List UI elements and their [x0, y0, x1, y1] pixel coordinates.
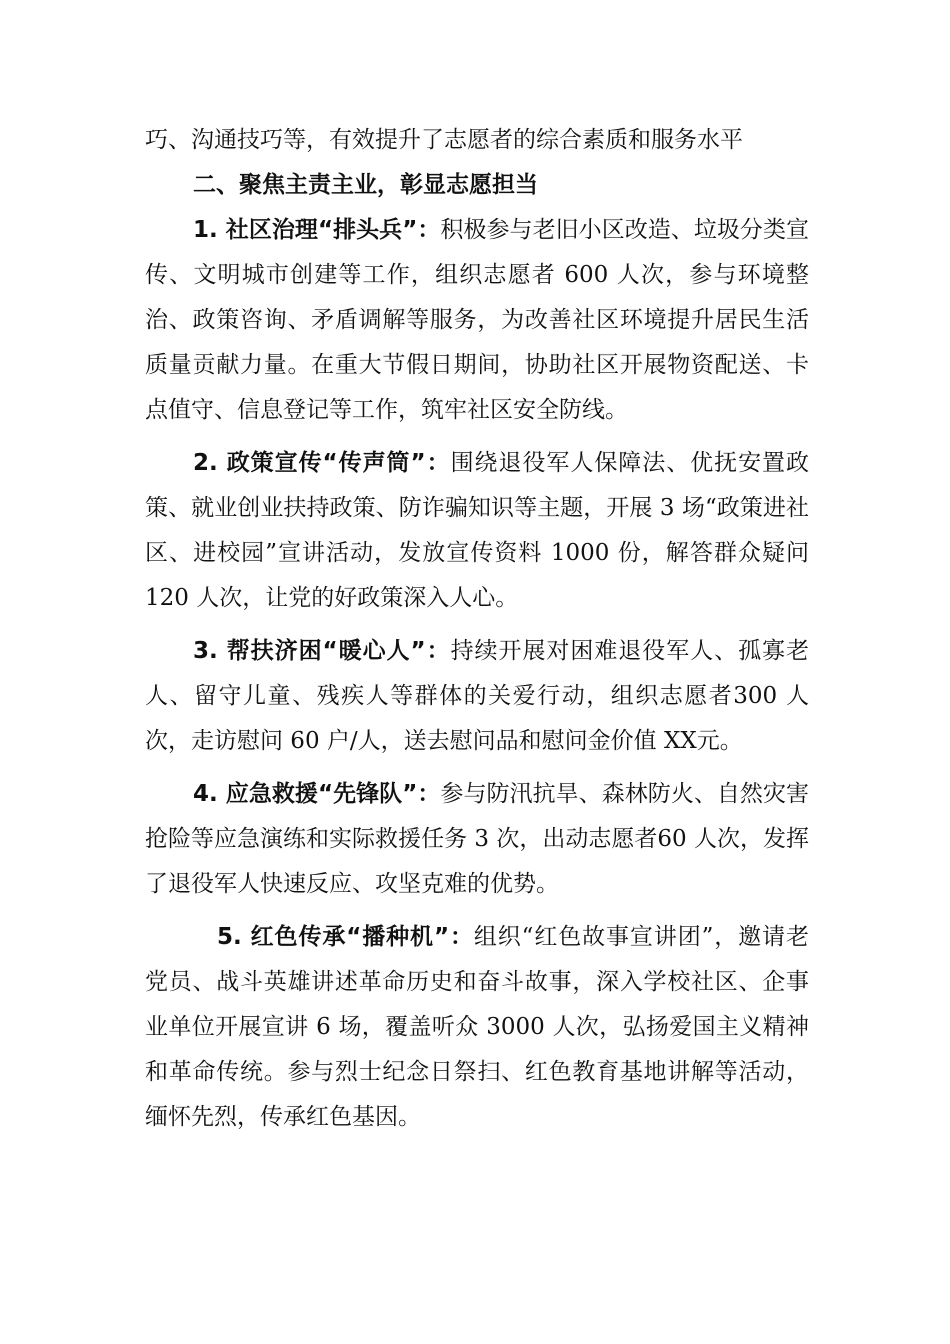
- item-body: 持续开展对困难退役军人、孤寡老人、留守儿童、残疾人等群体的关爱行动，组织志愿者300 人次，走访慰问 60 户/人，送去慰问品和慰问金价值 XX元。: [145, 638, 810, 754]
- list-item: [145, 629, 809, 764]
- list-item: [145, 915, 809, 1140]
- section-heading: 二、聚焦主责主业，彰显志愿担当: [193, 172, 538, 198]
- item-body: 组织“红色故事宣讲团”，邀请老党员、战斗英雄讲述革命历史和奋斗故事，深入学校社区、企事业单位开展宣讲 6 场，覆盖听众 3000 人次，弘扬爱国主义精神和革命传统。参与烈士纪念日祭扫、红色教育基地讲解等活动，缅怀先烈，传承红色基因。: [145, 924, 809, 1130]
- item-body: 参与防汛抗旱、森林防火、自然灾害抢险等应急演练和实际救援任务 3 次，出动志愿者60 人次，发挥了退役军人快速反应、攻坚克难的优势。: [145, 781, 810, 897]
- item-title: 3. 帮扶济困“暖心人”：: [193, 638, 451, 664]
- item-body: 积极参与老旧小区改造、垃圾分类宣传、文明城市创建等工作，组织志愿者 600 人次，参与环境整治、政策咨询、矛盾调解等服务，为改善社区环境提升居民生活质量贡献力量。在重大节假日期间，协助社区开展物资配送、卡点值守、信息登记等工作，筑牢社区安全防线。: [145, 217, 810, 423]
- continuation-paragraph: 巧、沟通技巧等，有效提升了志愿者的综合素质和服务水平: [145, 127, 743, 153]
- item-body: 围绕退役军人保障法、优抚安置政策、就业创业扶持政策、防诈骗知识等主题，开展 3 场“政策进社区、进校园”宣讲活动，发放宣传资料 1000 份，解答群众疑问 120 人次，让党的好政策深入人心。: [145, 450, 810, 611]
- item-title: 2. 政策宣传“传声筒”：: [193, 450, 451, 476]
- item-title: 1. 社区治理“排头兵”：: [193, 217, 441, 243]
- item-title: 4. 应急救援“先锋队”：: [193, 781, 441, 807]
- document-body: [145, 118, 809, 1140]
- list-item: [145, 772, 809, 907]
- list-item: [145, 208, 809, 433]
- item-title: 5. 红色传承“播种机”：: [217, 924, 474, 950]
- list-item: [145, 441, 809, 621]
